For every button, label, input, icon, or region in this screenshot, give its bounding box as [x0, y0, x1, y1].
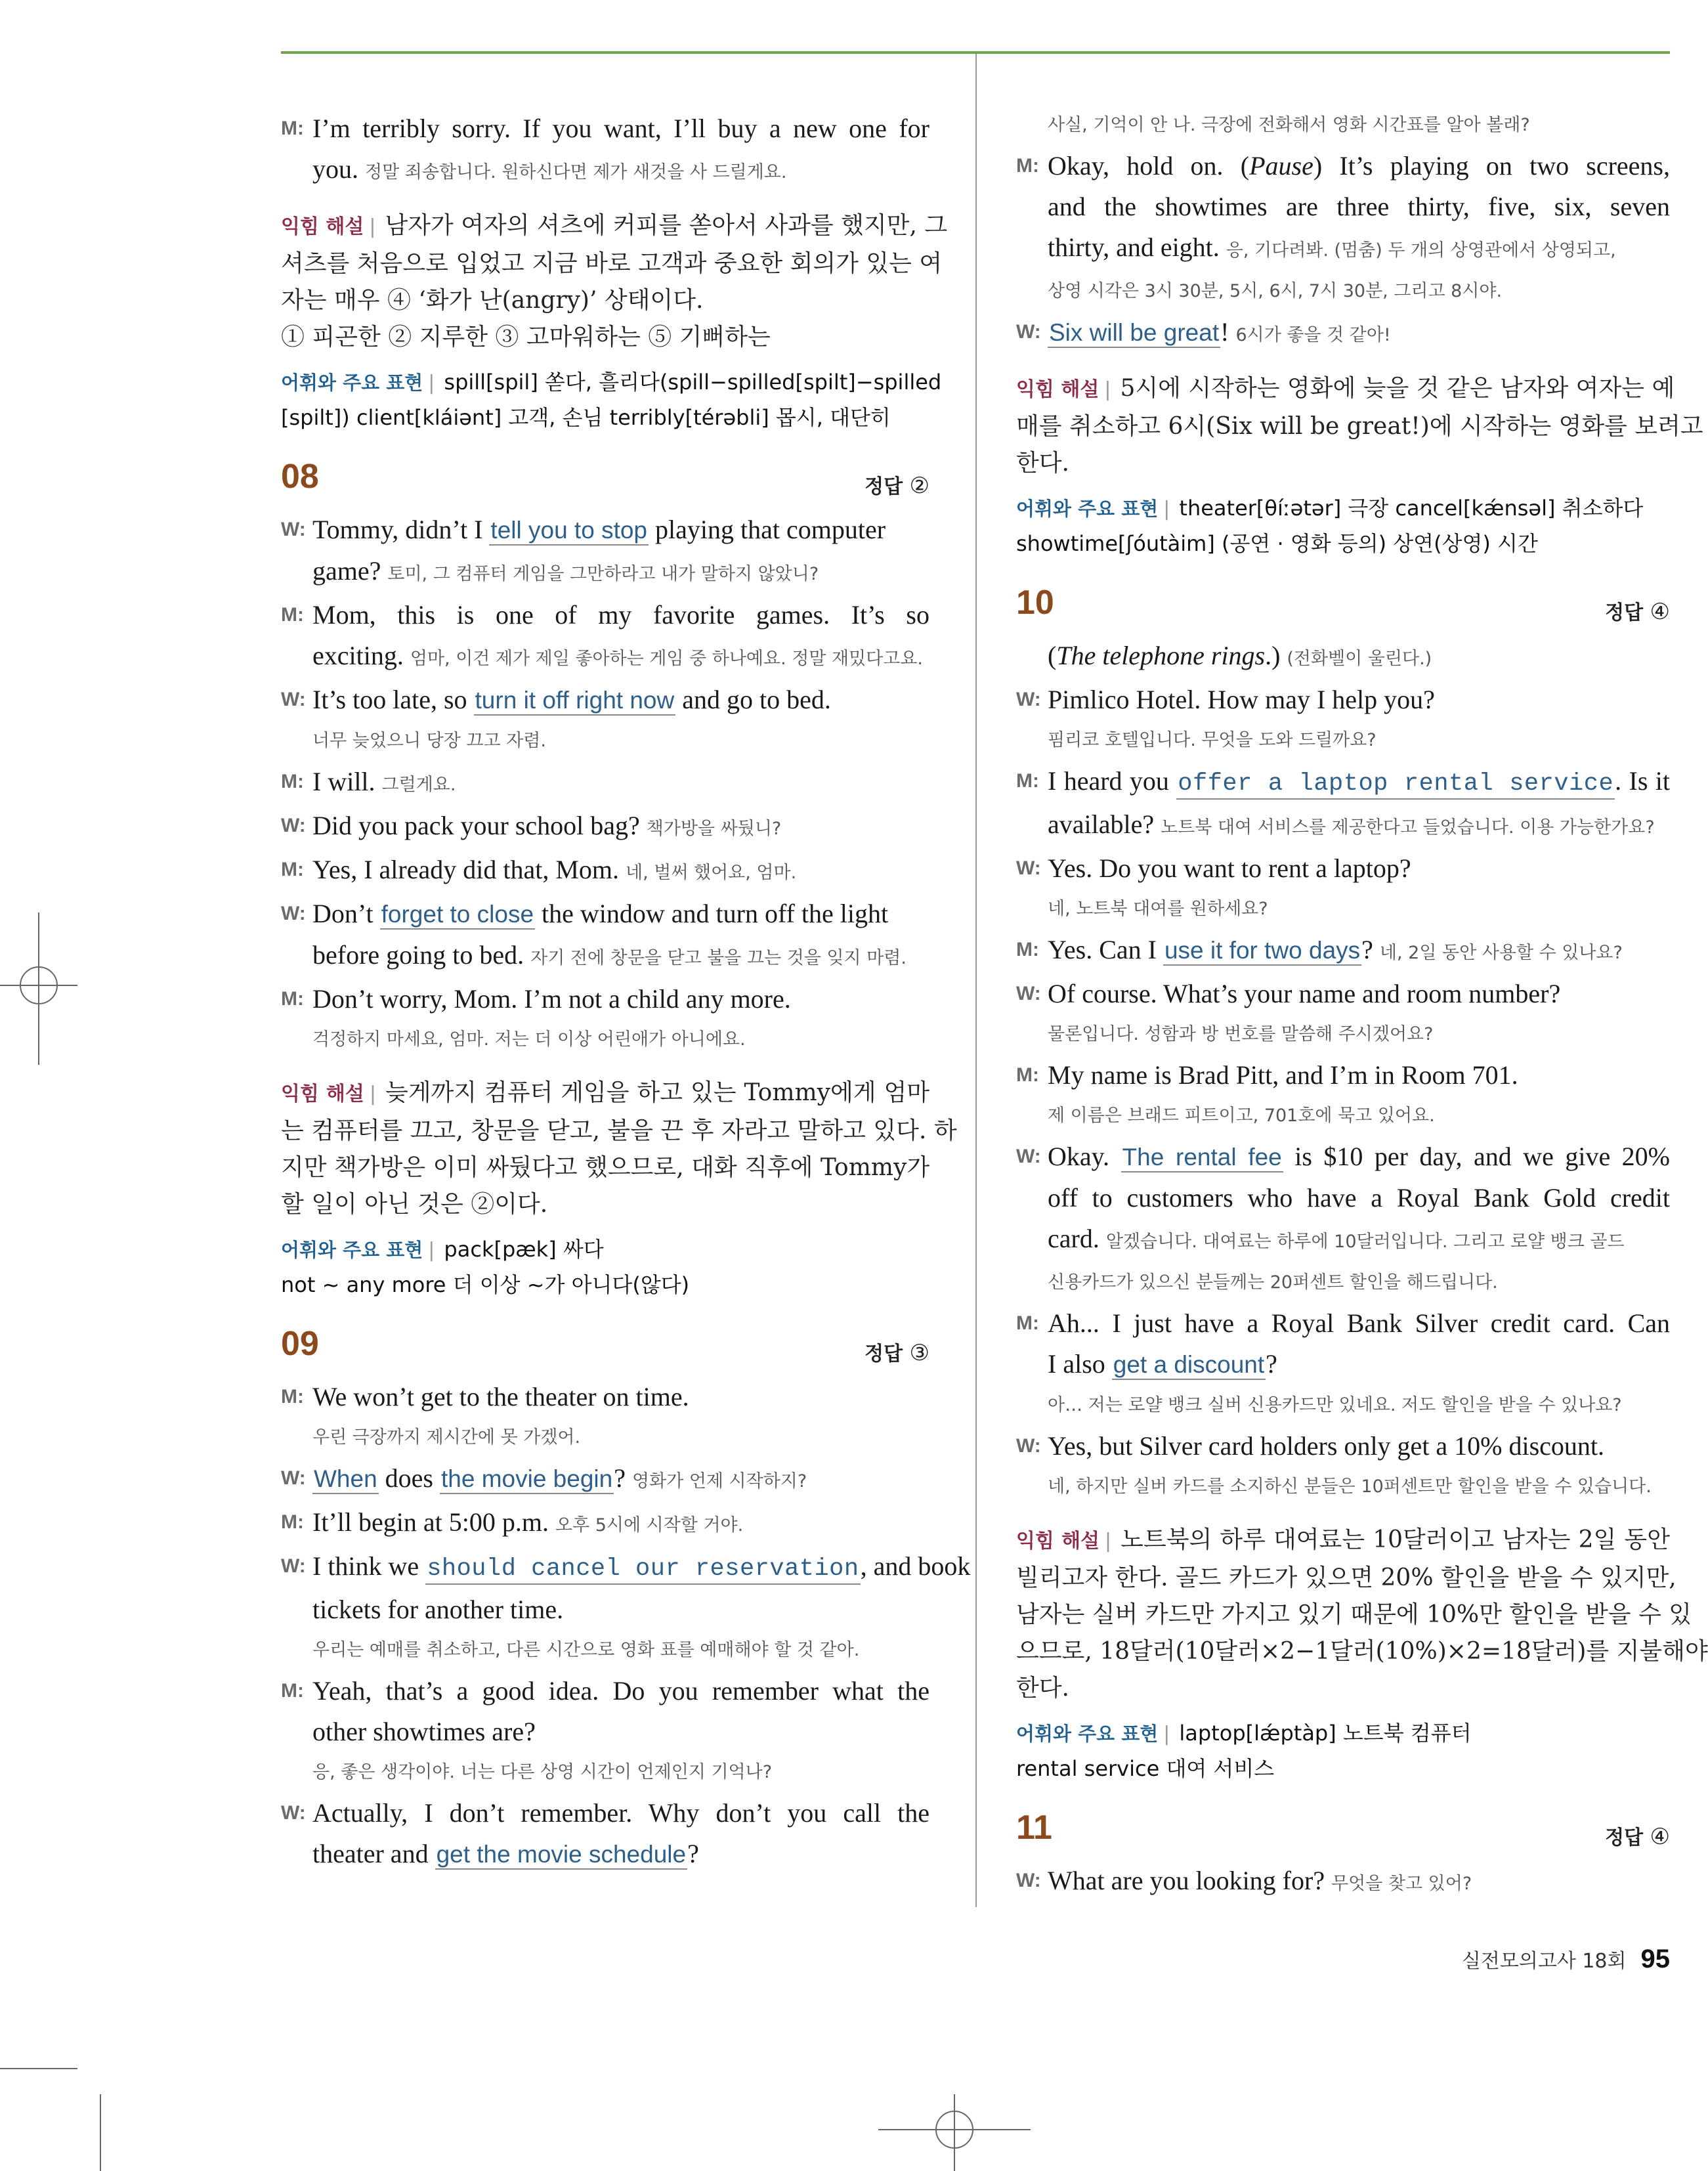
explanation-label: 익힘 해설 — [281, 215, 364, 238]
explanation-line: 매를 취소하고 6시(Six will be great!)에 시작하는 영화를 보려고 — [1016, 413, 1703, 440]
vocab-line: 어휘와 주요 표현 | theater[θíːətər] 극장 cancel[kǽnsəl] 취소하다 — [1016, 496, 1644, 521]
dialogue-line: W: Six will be great! 6시가 좋을 것 같아! — [1016, 317, 1391, 347]
blank-answer: The rental fee — [1121, 1144, 1283, 1172]
dialogue-line: M: Yes, I already did that, Mom. 네, 벌써 했어요, 엄마. — [281, 855, 797, 884]
section-header — [281, 457, 929, 509]
dialogue-line: and the showtimes are three thirty, five, six, seven — [1048, 192, 1670, 221]
translation-line: 네, 노트북 대여를 원하세요? — [1048, 899, 1268, 919]
page-footer — [1462, 1945, 1670, 1974]
translation-line: 핌리코 호텔입니다. 무엇을 도와 드릴까요? — [1048, 730, 1377, 750]
explanation-label: 익힘 해설 — [1016, 378, 1100, 401]
dialogue-line: W: Yes, but Silver card holders only get a 10% discount. — [1016, 1431, 1605, 1461]
translation-line: 아… 저는 로얄 뱅크 실버 신용카드만 있네요. 저도 할인을 받을 수 있나요? — [1048, 1395, 1622, 1415]
dialogue-line: W: Don’t forget to close the window and turn off the light — [281, 899, 889, 928]
dialogue-line: available? 노트북 대여 서비스를 제공한다고 들었습니다. 이용 가능한가요? — [1048, 809, 1655, 839]
dialogue-line: exciting. 엄마, 이건 제가 제일 좋아하는 게임 중 하나예요. 정말 재밌다고요. — [312, 641, 923, 670]
dialogue-line: W: Actually, I don’t remember. Why don’t you call the — [281, 1798, 929, 1828]
vocab-line: 어휘와 주요 표현 | spill[spil] 쏟다, 흘리다(spill−spilled[spilt]−spilled — [281, 370, 942, 395]
dialogue-line: thirty, and eight. 응, 기다려봐. (멈춤) 두 개의 상영관에서 상영되고, — [1048, 232, 1616, 262]
dialogue-line: W: What are you looking for? 무엇을 찾고 있어? — [1016, 1866, 1472, 1895]
blank-answer: get a discount — [1112, 1351, 1266, 1380]
blank-answer: When — [312, 1465, 379, 1494]
dialogue-line: you. 정말 죄송합니다. 원하신다면 제가 새것을 사 드릴게요. — [312, 154, 787, 184]
dialogue-line: M: It’ll begin at 5:00 p.m. 오후 5시에 시작할 거야. — [281, 1507, 744, 1537]
explanation-line: 셔츠를 처음으로 입었고 지금 바로 고객과 중요한 회의가 있는 여 — [281, 250, 943, 277]
translation-line: 상영 시각은 3시 30분, 5시, 6시, 7시 30분, 그리고 8시야. — [1048, 281, 1503, 301]
translation-line: 사실, 기억이 안 나. 극장에 전화해서 영화 시간표를 알아 볼래? — [1048, 115, 1530, 135]
explanation-line: 자는 매우 ④ ‘화가 난(angry)’ 상태이다. — [281, 287, 704, 314]
translation-line: 걱정하지 마세요, 엄마. 저는 더 이상 어린애가 아니에요. — [312, 1029, 746, 1050]
vocab-label: 어휘와 주요 표현 — [1016, 498, 1159, 520]
dialogue-line: M: Yes. Can I use it for two days? 네, 2일 동안 사용할 수 있나요? — [1016, 935, 1623, 964]
section-header — [1016, 1808, 1670, 1860]
explanation-line: 익힘 해설 | 5시에 시작하는 영화에 늦을 것 같은 남자와 여자는 예 — [1016, 375, 1675, 402]
dialogue-line: W: I think we should cancel our reservation, and book — [281, 1546, 929, 1589]
registration-mark-left-circle — [20, 966, 58, 1004]
explanation-line: 익힘 해설 | 늦게까지 컴퓨터 게임을 하고 있는 Tommy에게 엄마 — [281, 1079, 929, 1106]
dialogue-line: I also get a discount? — [1048, 1349, 1277, 1379]
dialogue-line: M: Mom, this is one of my favorite games. It’s so — [281, 600, 929, 630]
answer-key: 정답 ④ — [1605, 599, 1670, 625]
answer-key: 정답 ② — [865, 473, 929, 499]
dialogue-line: W: When does the movie begin? 영화가 언제 시작하지? — [281, 1463, 807, 1493]
section-number: 08 — [281, 458, 319, 496]
section-number: 11 — [1016, 1809, 1052, 1847]
section-10 — [1016, 583, 1708, 1786]
dialogue-line: W: It’s too late, so turn it off right now and go to bed. — [281, 685, 831, 714]
crop-mark-bottom-left-v — [100, 2094, 101, 2171]
left-column — [281, 108, 971, 1875]
dialogue-line: M: Okay, hold on. (Pause) It’s playing on two screens, — [1016, 151, 1670, 181]
dialogue-line: W: Pimlico Hotel. How may I help you? — [1016, 685, 1435, 714]
dialogue-line: M: I heard you offer a laptop rental service. Is it — [1016, 761, 1670, 804]
section-header — [281, 1324, 929, 1377]
vocab-label: 어휘와 주요 표현 — [1016, 1723, 1159, 1745]
explanation-line: 남자는 실버 카드만 가지고 있기 때문에 10%만 할인을 받을 수 있 — [1016, 1601, 1692, 1628]
explanation-line: 한다. — [1016, 1675, 1069, 1702]
dialogue-line: tickets for another time. — [312, 1595, 564, 1624]
explanation-line: 익힘 해설 | 노트북의 하루 대여료는 10달러이고 남자는 2일 동안 — [1016, 1526, 1670, 1553]
dialogue-line: W: Okay. The rental fee is $10 per day, and we give 20% — [1016, 1142, 1670, 1171]
explanation-line: 지만 책가방은 이미 싸뒀다고 했으므로, 대화 직후에 Tommy가 — [281, 1154, 930, 1181]
blank-answer: offer a laptop rental service — [1176, 770, 1615, 800]
explanation-line: 빌리고자 한다. 골드 카드가 있으면 20% 할인을 받을 수 있지만, — [1016, 1564, 1676, 1591]
vocab-line: 어휘와 주요 표현 | pack[pæk] 싸다 — [281, 1237, 604, 1262]
dialogue-line: game? 토미, 그 컴퓨터 게임을 그만하라고 내가 말하지 않았니? — [312, 556, 819, 586]
dialogue-line: W: Did you pack your school bag? 책가방을 싸뒀니? — [281, 811, 782, 840]
section-09 — [281, 1324, 971, 1875]
page-number: 95 — [1640, 1945, 1670, 1973]
dialogue-line: other showtimes are? — [312, 1717, 536, 1746]
section-07-end — [281, 108, 948, 435]
vocab-line: [spilt]) client[kláiənt] 고객, 손님 terribly[térəbli] 몹시, 대단히 — [281, 405, 891, 430]
section-number: 09 — [281, 1325, 319, 1363]
explanation-line: 는 컴퓨터를 끄고, 창문을 닫고, 불을 끈 후 자라고 말하고 있다. 하 — [281, 1117, 957, 1144]
blank-answer: the movie begin — [440, 1465, 614, 1494]
blank-answer: tell you to stop — [489, 517, 649, 546]
blank-answer: turn it off right now — [474, 687, 676, 716]
translation-line: 제 이름은 브래드 피트이고, 701호에 묵고 있어요. — [1048, 1106, 1435, 1126]
vocab-line: showtime[ʃóutàim] (공연 · 영화 등의) 상연(상영) 시간 — [1016, 531, 1538, 556]
vocab-label: 어휘와 주요 표현 — [281, 372, 423, 394]
stage-direction: (The telephone rings.) (전화벨이 울린다.) — [1048, 641, 1432, 670]
section-08 — [281, 457, 957, 1302]
explanation-line: 익힘 해설 | 남자가 여자의 셔츠에 커피를 쏟아서 사과를 했지만, 그 — [281, 212, 948, 239]
vocab-line: rental service 대여 서비스 — [1016, 1756, 1275, 1781]
blank-answer: Six will be great — [1048, 319, 1220, 348]
dialogue-line: W: Of course. What’s your name and room number? — [1016, 979, 1561, 1008]
footer-title: 실전모의고사 18회 — [1461, 1950, 1627, 1973]
vocab-line: 어휘와 주요 표현 | laptop[lǽptàp] 노트북 컴퓨터 — [1016, 1721, 1472, 1746]
explanation-line: 한다. — [1016, 450, 1069, 477]
dialogue-line: M: My name is Brad Pitt, and I’m in Room 701. — [1016, 1060, 1518, 1090]
dialogue-line: M: Yeah, that’s a good idea. Do you remember what the — [281, 1676, 929, 1706]
blank-answer: get the movie schedule — [435, 1841, 688, 1870]
dialogue-line: theater and get the movie schedule? — [312, 1839, 699, 1868]
translation-line: 물론입니다. 성함과 방 번호를 말씀해 주시겠어요? — [1048, 1024, 1434, 1044]
translation-line: 우리는 예매를 취소하고, 다른 시간으로 영화 표를 예매해야 할 것 같아. — [312, 1640, 860, 1660]
explanation-line: 할 일이 아닌 것은 ②이다. — [281, 1191, 548, 1218]
dialogue-line: off to customers who have a Royal Bank Gold credit — [1048, 1183, 1670, 1213]
section-header — [1016, 583, 1670, 635]
translation-line: 너무 늦었으니 당장 끄고 자렴. — [312, 731, 546, 751]
registration-mark-bottom-circle — [935, 2111, 973, 2149]
column-divider — [975, 54, 977, 1907]
translation-line: 우린 극장까지 제시간에 못 가겠어. — [312, 1427, 581, 1448]
translation-line: 신용카드가 있으신 분들께는 20퍼센트 할인을 해드립니다. — [1048, 1272, 1498, 1293]
dialogue-line: card. 알겠습니다. 대여료는 하루에 10달러입니다. 그리고 로얄 뱅크 골드 — [1048, 1224, 1625, 1253]
dialogue-line: W: Yes. Do you want to rent a laptop? — [1016, 853, 1411, 883]
answer-key: 정답 ④ — [1605, 1824, 1670, 1850]
dialogue-line: M: Ah... I just have a Royal Bank Silver credit card. Can — [1016, 1308, 1670, 1338]
explanation-label: 익힘 해설 — [281, 1083, 364, 1106]
dialogue-line: M: I’m terribly sorry. If you want, I’ll buy a new one for — [281, 114, 929, 143]
crop-mark-bottom-left-h — [0, 2068, 77, 2069]
vocab-line: not ~ any more 더 이상 ~가 아니다(않다) — [281, 1272, 690, 1297]
blank-answer: forget to close — [380, 901, 535, 930]
dialogue-line: M: Don’t worry, Mom. I’m not a child any more. — [281, 984, 791, 1014]
translation-line: 네, 하지만 실버 카드를 소지하신 분들은 10퍼센트만 할인을 받을 수 있습니다. — [1048, 1476, 1652, 1497]
choices-line: ① 피곤한 ② 지루한 ③ 고마워하는 ⑤ 기뻐하는 — [281, 324, 771, 351]
dialogue-line: M: I will. 그럴게요. — [281, 767, 456, 796]
right-column — [1016, 105, 1708, 1904]
blank-answer: use it for two days — [1163, 937, 1361, 966]
section-11 — [1016, 1808, 1670, 1904]
dialogue-line: M: We won’t get to the theater on time. — [281, 1382, 689, 1411]
vocab-label: 어휘와 주요 표현 — [281, 1239, 423, 1261]
explanation-line: 으므로, 18달러(10달러×2−1달러(10%)×2=18달러)를 지불해야 — [1016, 1638, 1708, 1665]
answer-key: 정답 ③ — [865, 1340, 929, 1366]
translation-line: 응, 좋은 생각이야. 너는 다른 상영 시간이 언제인지 기억나? — [312, 1762, 773, 1782]
explanation-label: 익힘 해설 — [1016, 1530, 1100, 1553]
blank-answer: should cancel our reservation — [425, 1555, 860, 1585]
section-09-end — [1016, 105, 1703, 561]
dialogue-line: before going to bed. 자기 전에 창문을 닫고 불을 끄는 것을 잊지 마렴. — [312, 940, 907, 970]
section-number: 10 — [1016, 584, 1054, 622]
dialogue-line: W: Tommy, didn’t I tell you to stop playing that computer — [281, 515, 886, 544]
